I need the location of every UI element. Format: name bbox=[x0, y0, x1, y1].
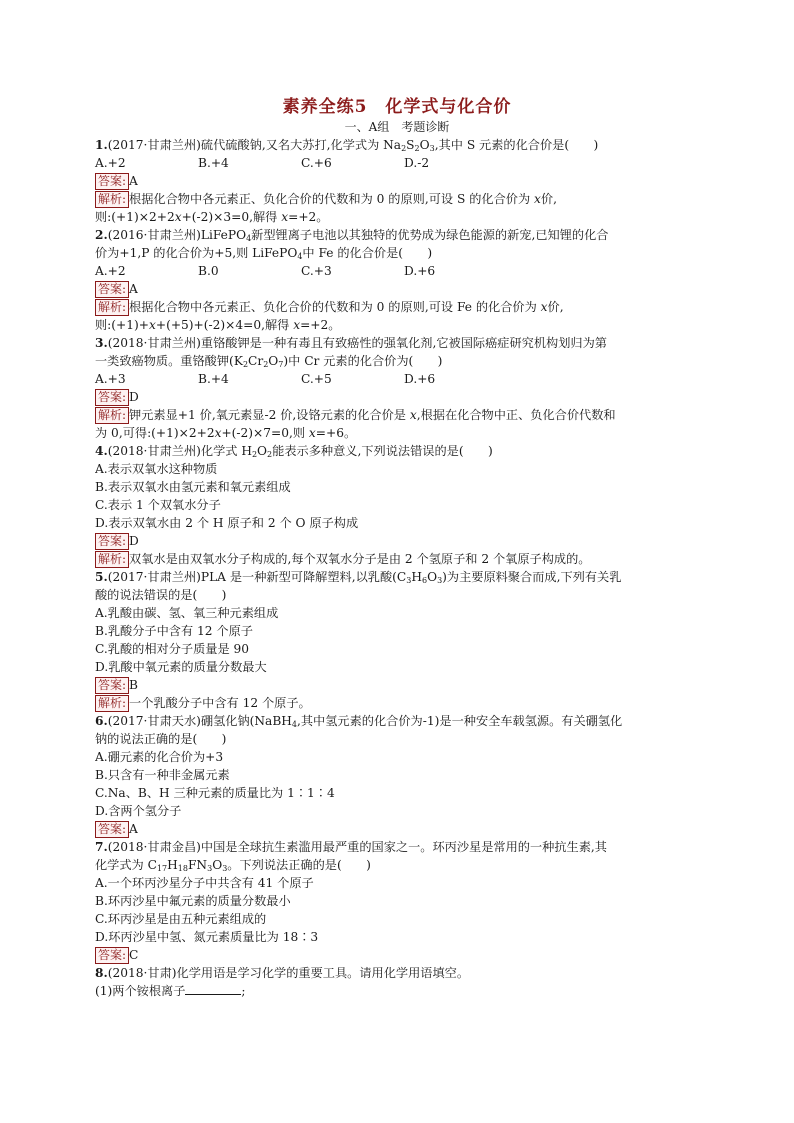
answer-tag: 答案: bbox=[95, 173, 129, 190]
option-a: A.表示双氧水这种物质 bbox=[95, 462, 218, 476]
option-a: A.硼元素的化合价为+3 bbox=[95, 750, 224, 764]
question-4-answer: 答案: D bbox=[95, 532, 699, 550]
worksheet-page bbox=[95, 96, 699, 1000]
option-b: B.表示双氧水由氢元素和氧元素组成 bbox=[95, 480, 291, 494]
option-b: B.环丙沙星中氟元素的质量分数最小 bbox=[95, 894, 291, 908]
question-7-answer: 答案: C bbox=[95, 946, 699, 964]
question-3-analysis-cont: 为 0,可得:(+1)×2+2x+(-2)×7=0,则 x=+6。 bbox=[95, 426, 357, 440]
question-8-stem: 8.(2018·甘肃)化学用语是学习化学的重要工具。请用化学用语填空。 bbox=[95, 966, 470, 980]
option-a: A.+3 bbox=[95, 372, 126, 386]
question-5-analysis: 解析: 一个乳酸分子中含有 12 个原子。 bbox=[95, 694, 699, 712]
question-1-answer: 答案: A bbox=[95, 172, 699, 190]
question-2-stem-cont: 价为+1,P 的化合价为+5,则 LiFePO$_4$中 Fe 的化合价是( ) bbox=[95, 246, 433, 261]
answer-tag: 答案: bbox=[95, 677, 129, 694]
option-b: B.只含有一种非金属元素 bbox=[95, 768, 230, 782]
question-1-stem: 1.(2017·甘肃兰州)硫代硫酸钠,又名大苏打,化学式为 $Na_2S_2O_3$,其中 S 元素的化合价是( ) bbox=[95, 138, 599, 153]
question-3-options bbox=[95, 370, 699, 388]
question-4-analysis: 解析: 双氧水是由双氧水分子构成的,每个双氧水分子是由 2 个氢原子和 2 个氧原子构成的。 bbox=[95, 550, 699, 568]
question-3-stem: 3.(2018·甘肃兰州)重铬酸钾是一种有毒且有致癌性的强氧化剂,它被国际癌症研究机构划归为第 bbox=[95, 336, 607, 350]
question-2-options bbox=[95, 262, 699, 280]
question-1-analysis: 解析: 根据化合物中各元素正、负化合价的代数和为 0 的原则,可设 S 的化合价为 x价, bbox=[95, 190, 699, 208]
option-b: B.乳酸分子中含有 12 个原子 bbox=[95, 624, 253, 638]
page-title: 素养全练5 化学式与化合价 bbox=[282, 97, 512, 117]
option-c: C.环丙沙星是由五种元素组成的 bbox=[95, 912, 267, 926]
question-5-stem: 5.(2017·甘肃兰州)PLA 是一种新型可降解塑料,以乳酸$(C_3H_6O_3)$为主要原料聚合而成,下列有关乳 bbox=[95, 570, 622, 585]
option-c: C.Na、B、H 三种元素的质量比为 1∶1∶4 bbox=[95, 786, 335, 800]
option-d: D.环丙沙星中氢、氮元素质量比为 18∶3 bbox=[95, 930, 319, 944]
question-6-stem-cont: 钠的说法正确的是( ) bbox=[95, 732, 227, 746]
question-1-analysis-cont: 则:(+1)×2+2x+(-2)×3=0,解得 x=+2。 bbox=[95, 210, 329, 224]
question-3-answer: 答案: D bbox=[95, 388, 699, 406]
analysis-tag: 解析: bbox=[95, 407, 129, 424]
question-7-stem-cont: 化学式为 $C_{17}H_{18}FN_3O_3$。下列说法正确的是( ) bbox=[95, 858, 371, 873]
question-2-analysis: 解析: 根据化合物中各元素正、负化合价的代数和为 0 的原则,可设 Fe 的化合价为 x价, bbox=[95, 298, 699, 316]
question-2-stem: 2.(2016·甘肃兰州)LiFePO$_4$新型锂离子电池以其独特的优势成为绿色能源的新宠,已知锂的化合 bbox=[95, 228, 609, 243]
option-a: A.+2 bbox=[95, 156, 126, 170]
option-d: D.+6 bbox=[404, 264, 436, 278]
option-d: D.+6 bbox=[404, 372, 436, 386]
option-a: A.+2 bbox=[95, 264, 126, 278]
question-5-stem-cont: 酸的说法错误的是( ) bbox=[95, 588, 227, 602]
option-c: C.+5 bbox=[301, 372, 332, 386]
option-d: D.乳酸中氧元素的质量分数最大 bbox=[95, 660, 267, 674]
answer-blank[interactable] bbox=[185, 982, 241, 995]
option-b: B.+4 bbox=[198, 372, 229, 386]
analysis-tag: 解析: bbox=[95, 695, 129, 712]
option-b: B.+4 bbox=[198, 156, 229, 170]
option-b: B.0 bbox=[198, 264, 219, 278]
analysis-tag: 解析: bbox=[95, 299, 129, 316]
answer-tag: 答案: bbox=[95, 389, 129, 406]
option-a: A.一个环丙沙星分子中共含有 41 个原子 bbox=[95, 876, 314, 890]
answer-tag: 答案: bbox=[95, 533, 129, 550]
option-d: D.-2 bbox=[404, 156, 430, 170]
analysis-tag: 解析: bbox=[95, 191, 129, 208]
question-1-options bbox=[95, 154, 699, 172]
question-3-stem-cont: 一类致癌物质。重铬酸钾$(K_2Cr_2O_7)$中 Cr 元素的化合价为( ) bbox=[95, 354, 443, 369]
question-2-answer: 答案: A bbox=[95, 280, 699, 298]
option-c: C.+3 bbox=[301, 264, 332, 278]
question-5-answer: 答案: B bbox=[95, 676, 699, 694]
option-c: C.表示 1 个双氧水分子 bbox=[95, 498, 221, 512]
answer-tag: 答案: bbox=[95, 281, 129, 298]
question-6-answer: 答案: A bbox=[95, 820, 699, 838]
question-3-analysis: 解析: 钾元素显+1 价,氧元素显-2 价,设铬元素的化合价是 x,根据在化合物中正、负化合价代数和 bbox=[95, 406, 699, 424]
question-7-stem: 7.(2018·甘肃金昌)中国是全球抗生素滥用最严重的国家之一。环丙沙星是常用的一种抗生素,其 bbox=[95, 840, 607, 854]
option-c: C.+6 bbox=[301, 156, 332, 170]
question-4-stem: 4.(2018·甘肃兰州)化学式 $H_2O_2$能表示多种意义,下列说法错误的是( ) bbox=[95, 444, 493, 459]
question-6-stem: 6.(2017·甘肃天水)硼氢化钠(NaBH$_4$,其中氢元素的化合价为-1)是一种安全车载氢源。有关硼氢化 bbox=[95, 714, 623, 729]
option-c: C.乳酸的相对分子质量是 90 bbox=[95, 642, 250, 656]
answer-tag: 答案: bbox=[95, 947, 129, 964]
question-2-analysis-cont: 则:(+1)+x+(+5)+(-2)×4=0,解得 x=+2。 bbox=[95, 318, 341, 332]
section-heading: 一、A组 考题诊断 bbox=[344, 120, 450, 134]
analysis-tag: 解析: bbox=[95, 551, 129, 568]
option-d: D.表示双氧水由 2 个 H 原子和 2 个 O 原子构成 bbox=[95, 516, 359, 530]
option-d: D.含两个氢分子 bbox=[95, 804, 182, 818]
option-a: A.乳酸由碳、氢、氧三种元素组成 bbox=[95, 606, 279, 620]
question-8-part-1: (1)两个铵根离子 ; bbox=[95, 984, 246, 998]
answer-tag: 答案: bbox=[95, 821, 129, 838]
